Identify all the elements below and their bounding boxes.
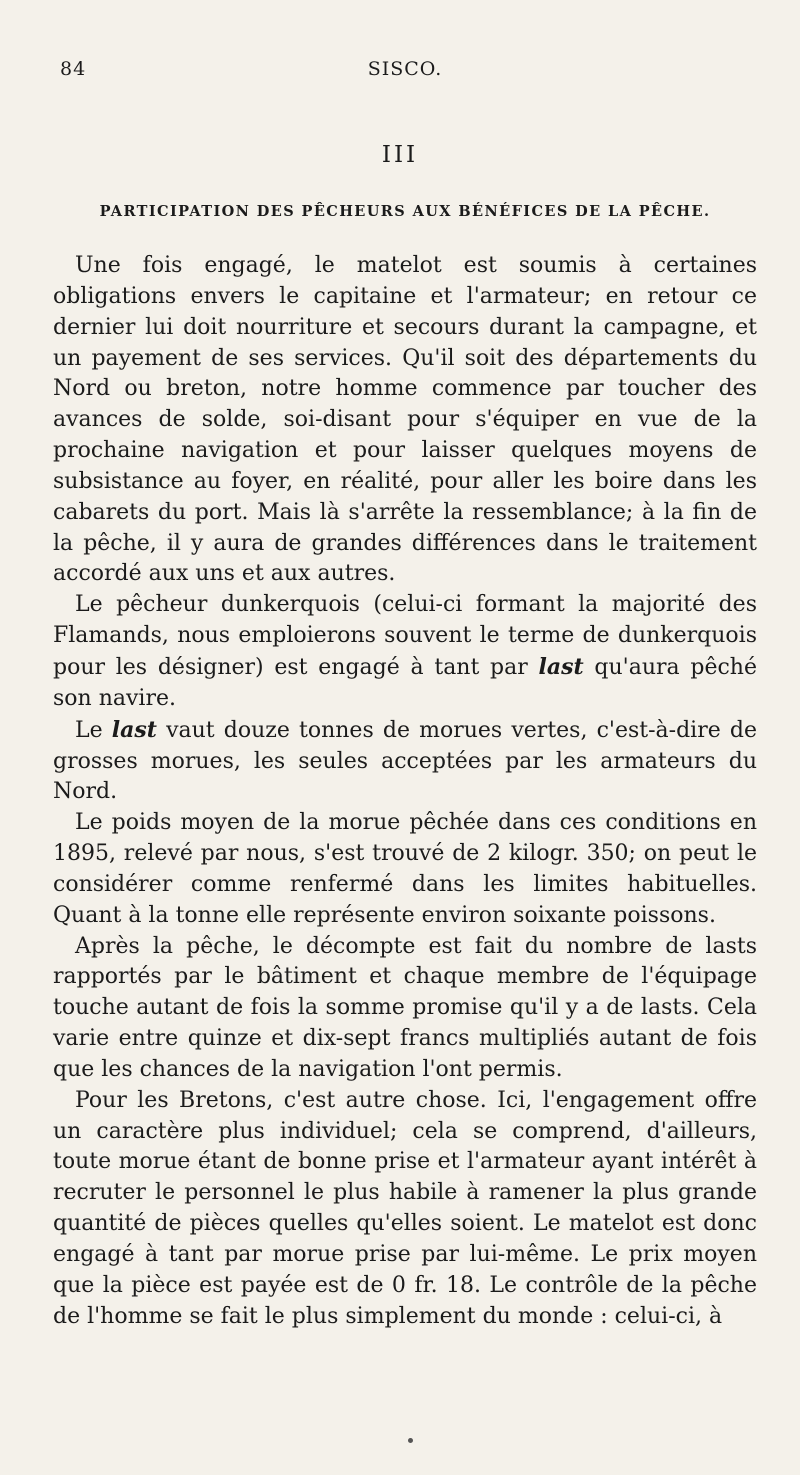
body-text — [53, 251, 757, 1333]
paragraph — [53, 590, 757, 714]
italic-term: last — [111, 716, 157, 743]
page-number: 84 — [60, 58, 87, 80]
paragraph — [53, 715, 757, 809]
paragraph: Une fois engagé, le matelot est soumis à certaines obligations envers le capitaine et l'armateur; en retour ce dernier lui doit nourriture et secours durant la campagne, et un payement de ses services. Qu'il soit des départements du Nord ou breton, notre homme commence par toucher des avances de solde, soi-disant pour s'équiper en vue de la prochaine navigation et pour laisser quelques moyens de subsistance au foyer, en réalité, pour aller les boire dans les cabarets du port. Mais là s'arrête la ressemblance; à la fin de la pêche, il y aura de grandes différences dans le traitement accordé aux uns et aux autres. — [53, 253, 757, 587]
section-number: III — [381, 142, 419, 168]
paragraph: Pour les Bretons, c'est autre chose. Ici, l'engagement offre un caractère plus individuel; cela se comprend, d'ailleurs, toute morue étant de bonne prise et l'armateur ayant intérêt à recruter le personnel le plus habile à ramener la plus grande quantité de pièces quelles qu'elles soient. Le matelot est donc engagé à tant par morue prise par lui-même. Le prix moyen que la pièce est payée est de 0 fr. 18. Le contrôle de la pêche de l'homme se fait le plus simplement du monde : celui-ci, à — [53, 1087, 757, 1329]
ink-speck — [408, 1438, 413, 1443]
italic-term: last — [538, 653, 584, 680]
paragraph: Le poids moyen de la morue pêchée dans ces conditions en 1895, relevé par nous, s'est trouvé de 2 kilogr. 350; on peut le considérer comme renfermé dans les limites habituelles. Quant à la tonne elle représente environ soixante poissons. — [53, 810, 757, 928]
paragraph: Après la pêche, le décompte est fait du nombre de lasts rapportés par le bâtiment et chaque membre de l'équipage touche autant de fois la somme promise qu'il y a de lasts. Cela varie entre quinze et dix-sept francs multipliés autant de fois que les chances de la navigation l'ont permis. — [53, 933, 757, 1082]
paragraph-text: Le — [75, 717, 112, 743]
running-head: SISCO. — [367, 58, 443, 80]
paragraph-text: Le pêcheur dunkerquois (celui-ci formant la majorité des Flamands, nous emploierons souvent le terme de dunkerquois pour les désigner) est engagé à tant par — [53, 592, 757, 680]
page-header — [60, 58, 750, 88]
paragraph-text: vaut douze tonnes de morues vertes, c'est-à-dire de grosses morues, les seules acceptées par les armateurs du Nord. — [53, 717, 757, 805]
section-title: PARTICIPATION DES PÊCHEURS AUX BÉNÉFICES DE LA PÊCHE. — [99, 203, 711, 220]
paragraph-text: qu'aura pêché son navire. — [53, 654, 757, 711]
